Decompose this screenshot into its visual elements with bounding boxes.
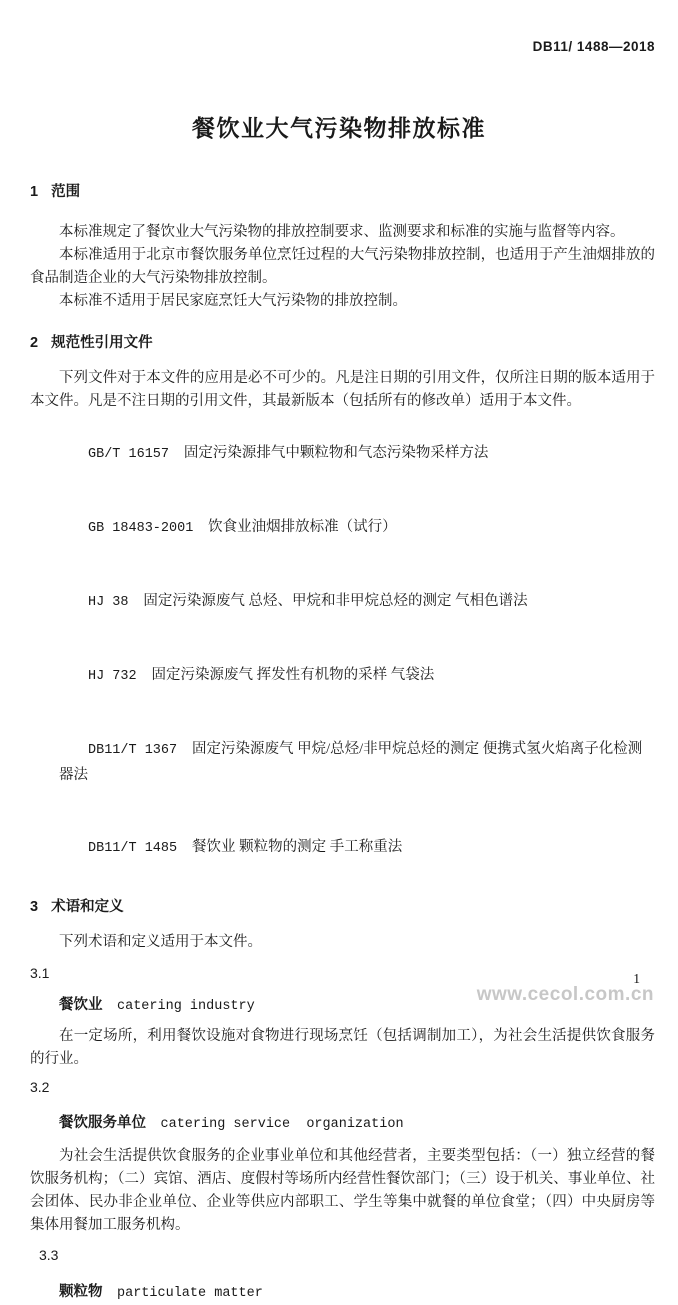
section-1-paragraph: 本标准规定了餐饮业大气污染物的排放控制要求、监测要求和标准的实施与监督等内容。: [59, 224, 625, 240]
term-definition: 为社会生活提供饮食服务的企业事业单位和其他经营者，主要类型包括：（一）独立经营的餐饮服务机构；（二）宾馆、酒店、度假村等场所内经营性餐饮部门；（三）设于机关、事业单位、社会团体、民办非企业单位、企业等供应内部职工、学生等集中就餐的单位食堂；（四）中央厨房等集体用餐加工服务机构。: [30, 1148, 655, 1233]
reference-title: 固定污染源废气 甲烷/总烃/非甲烷总烃的测定 便携式氢火焰离子化检测器法: [59, 741, 643, 783]
reference-code: GB 18483-2001: [88, 521, 194, 536]
term-number: 3.3: [39, 1247, 59, 1263]
section-1-title: 范围: [51, 184, 81, 200]
reference-item: [30, 639, 655, 713]
section-3-heading: [30, 895, 655, 919]
term-name-en: catering service organization: [160, 1117, 404, 1132]
section-2-number: 2: [30, 335, 39, 351]
document-content: [30, 180, 655, 1305]
reference-title: 餐饮业 颗粒物的测定 手工称重法: [191, 839, 403, 855]
section-1-number: 1: [30, 184, 39, 200]
term-heading: [30, 1112, 655, 1136]
section-1-paragraph: 本标准不适用于居民家庭烹饪大气污染物的排放控制。: [59, 293, 407, 309]
reference-code: DB11/T 1367: [88, 743, 178, 758]
reference-code: DB11/T 1485: [88, 841, 178, 856]
term-heading: [30, 1281, 655, 1305]
reference-title: 饮食业油烟排放标准（试行）: [208, 519, 397, 535]
term-name-zh: 餐饮服务单位: [59, 1115, 146, 1131]
section-2-heading: [30, 331, 655, 355]
section-3-title: 术语和定义: [51, 899, 124, 915]
reference-item: [30, 417, 655, 491]
reference-item: [30, 713, 655, 811]
reference-title: 固定污染源排气中颗粒物和气态污染物采样方法: [183, 445, 489, 461]
doc-number: DB11/ 1488—2018: [532, 39, 655, 54]
reference-item: [30, 491, 655, 565]
reference-title: 固定污染源废气 挥发性有机物的采样 气袋法: [151, 667, 435, 683]
section-2-title: 规范性引用文件: [51, 335, 153, 351]
page-title: 餐饮业大气污染物排放标准: [192, 115, 486, 141]
reference-item: [30, 811, 655, 885]
term-number: 3.2: [30, 1079, 50, 1095]
term-definition: 在一定场所，利用餐饮设施对食物进行现场烹饪（包括调制加工），为社会生活提供饮食服务的行业。: [30, 1028, 655, 1067]
term-name-en: particulate matter: [117, 1286, 263, 1301]
watermark: www.cecol.com.cn: [476, 984, 654, 1005]
term-name-zh: 餐饮业: [59, 997, 103, 1013]
reference-list: [30, 417, 655, 885]
term-number: 3.1: [30, 965, 50, 981]
section-3-intro: 下列术语和定义适用于本文件。: [59, 934, 262, 950]
reference-code: HJ 732: [88, 669, 137, 684]
section-2-intro: 下列文件对于本文件的应用是必不可少的。凡是注日期的引用文件，仅所注日期的版本适用于本文件。凡是不注日期的引用文件，其最新版本（包括所有的修改单）适用于本文件。: [30, 370, 655, 409]
reference-title: 固定污染源废气 总烃、甲烷和非甲烷总烃的测定 气相色谱法: [143, 593, 528, 609]
section-1-paragraph: 本标准适用于北京市餐饮服务单位烹饪过程的大气污染物排放控制，也适用于产生油烟排放的食品制造企业的大气污染物排放控制。: [30, 247, 655, 286]
page-number: 1: [633, 971, 640, 986]
section-1-heading: [30, 180, 655, 204]
reference-code: HJ 38: [88, 595, 129, 610]
section-3-number: 3: [30, 899, 39, 915]
reference-item: [30, 565, 655, 639]
term-name-zh: 颗粒物: [59, 1284, 103, 1300]
term-name-en: catering industry: [117, 999, 255, 1014]
reference-code: GB/T 16157: [88, 447, 170, 462]
